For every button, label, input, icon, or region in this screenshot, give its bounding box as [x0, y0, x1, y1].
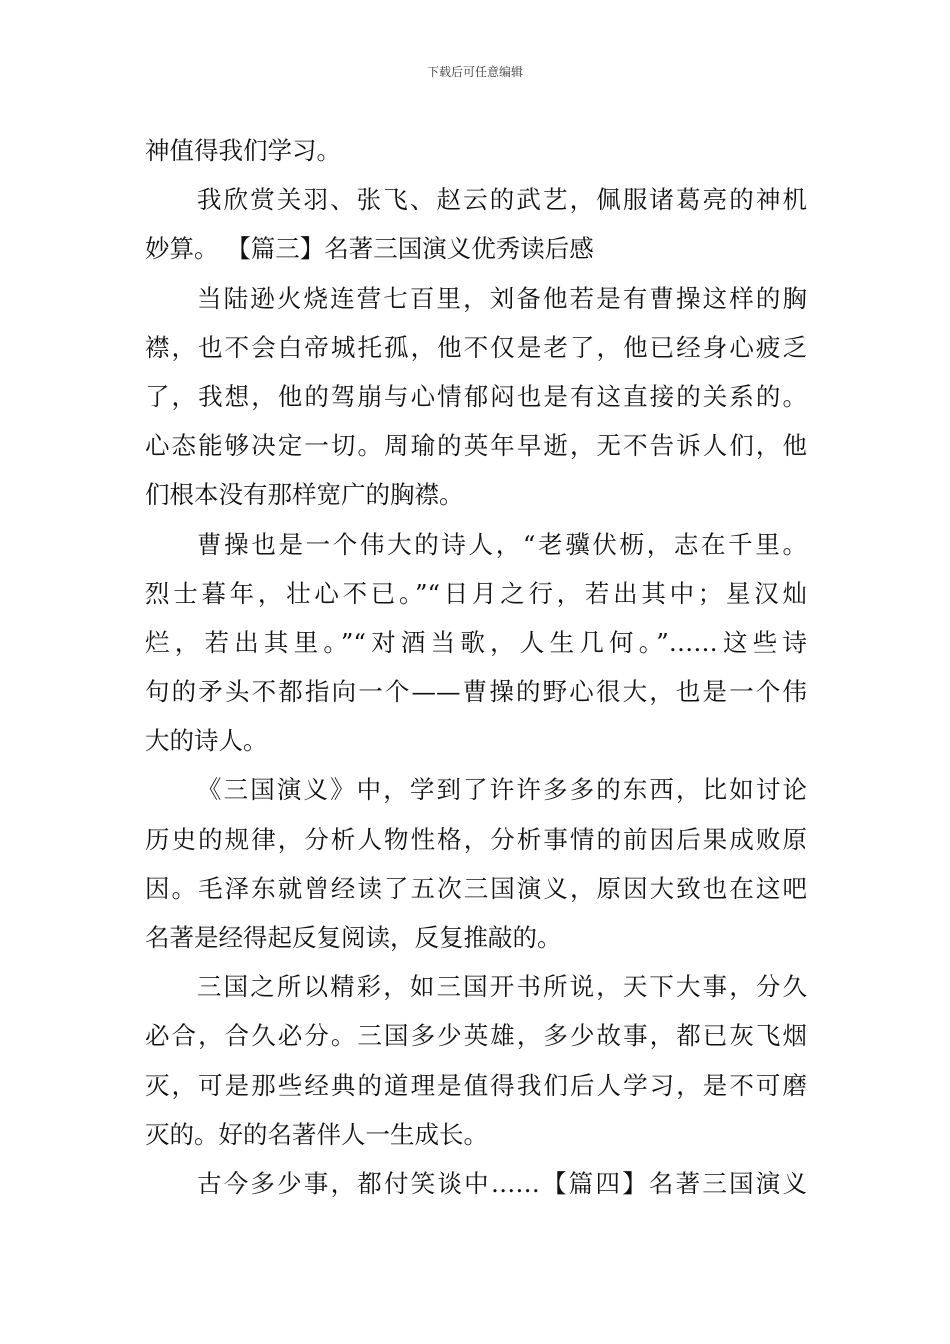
text-line: 们根本没有那样宽广的胸襟。 [145, 480, 464, 510]
text-line: 心态能够决定一切。周瑜的英年早逝，无不告诉人们，他 [145, 431, 807, 461]
text-line: 因。毛泽东就曾经读了五次三国演义，原因大致也在这吧 [145, 873, 807, 903]
text-line: 大的诗人。 [145, 726, 268, 756]
text-line: 神值得我们学习。 [145, 136, 341, 165]
text-line: 古今多少事，都付笑谈中……【篇四】名著三国演义 [197, 1168, 807, 1198]
text-line: 烈士暮年，壮心不已。”“日月之行，若出其中；星汉灿 [145, 578, 807, 608]
body-text [145, 126, 807, 1208]
text-line: 名著是经得起反复阅读，反复推敲的。 [145, 923, 562, 952]
text-line: 灭的。好的名著伴人一生成长。 [145, 1119, 488, 1149]
page-header: 下载后可任意编辑 [426, 65, 523, 79]
text-line: 当陆逊火烧连营七百里，刘备他若是有曹操这样的胸 [197, 283, 807, 313]
text-line: 妙算。 【篇三】名著三国演义优秀读后感 [145, 234, 594, 264]
text-line: 烂，若出其里。”“对酒当歌，人生几何。”……这些诗 [145, 627, 807, 657]
text-line: 了，我想，他的驾崩与心情郁闷也是有这直接的关系的。 [145, 381, 807, 411]
text-line: 灭，可是那些经典的道理是值得我们后人学习，是不可磨 [145, 1070, 807, 1100]
text-line: 襟，也不会白帝城托孤，他不仅是老了，他已经身心疲乏 [145, 332, 807, 362]
text-line: 句的矛头不都指向一个——曹操的野心很大，也是一个伟 [145, 677, 807, 707]
text-line: 曹操也是一个伟大的诗人，“老骥伏枥，志在千里。 [197, 529, 807, 559]
text-line: 我欣赏关羽、张飞、赵云的武艺，佩服诸葛亮的神机 [197, 185, 807, 215]
text-line: 历史的规律，分析人物性格，分析事情的前因后果成败原 [145, 824, 807, 854]
text-line: 三国之所以精彩，如三国开书所说，天下大事，分久 [197, 972, 807, 1002]
text-line: 《三国演义》中，学到了许许多多的东西，比如讨论 [197, 775, 807, 805]
text-line: 必合，合久必分。三国多少英雄，多少故事，都已灰飞烟 [145, 1021, 807, 1051]
